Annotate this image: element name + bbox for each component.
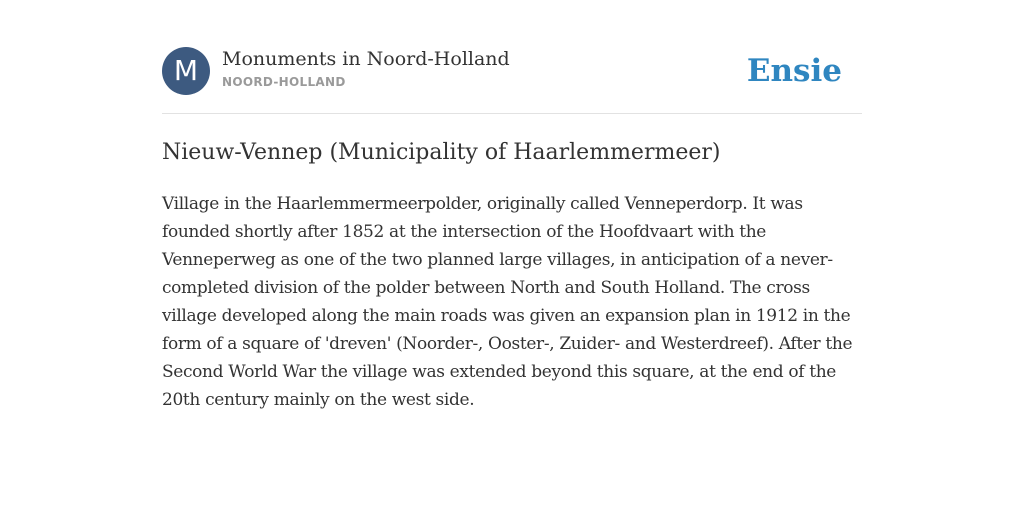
- divider: [162, 113, 862, 114]
- page-title: Nieuw-Vennep (Municipality of Haarlemmermeer): [162, 140, 721, 165]
- region-label[interactable]: NOORD-HOLLAND: [222, 75, 346, 89]
- article-body: Village in the Haarlemmermeerpolder, originally called Venneperdorp. It was founded shortly after 1852 at the intersection of the Hoofdvaart with the Venneperweg as one of the two planned large villages, in anticipation of a never-completed division of the polder between North and South Holland. The cross village developed along the main roads was given an expansion plan in 1912 in the form of a square of 'dreven' (Noorder-, Ooster-, Zuider- and Westerdreef). After the Second World War the village was extended beyond this square, at the end of the 20th century mainly on the west side.: [162, 194, 853, 410]
- collection-info: [222, 47, 510, 90]
- avatar: M: [162, 47, 210, 95]
- brand-logo[interactable]: Ensie: [746, 53, 842, 89]
- collection-title[interactable]: Monuments in Noord-Holland: [222, 48, 510, 70]
- card-header: [162, 47, 862, 95]
